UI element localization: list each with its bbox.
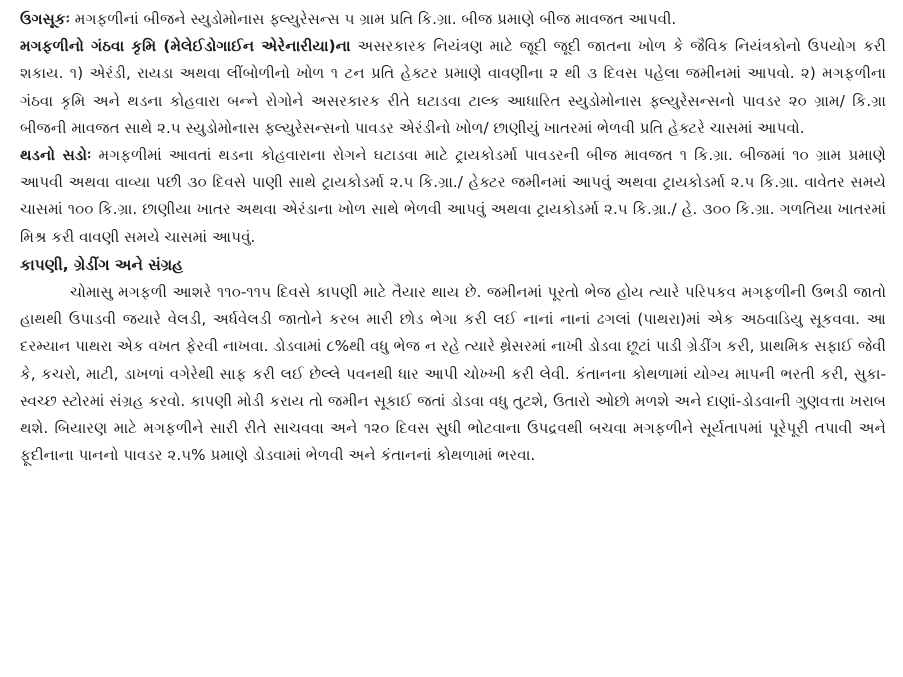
paragraph-lead: ઉગસૂકઃ [20, 10, 70, 28]
document-page [20, 6, 886, 469]
paragraph-seed-treatment [20, 6, 886, 33]
paragraph-lead: મગફળીનો ગંઠવા કૃમિ (મેલેઈડોગાઈન એરેનારીયા)ના [20, 37, 351, 56]
paragraph-root-knot-nematode [20, 33, 886, 142]
paragraph-text: મગફળીનાં બીજને સ્યુડોમોનાસ ફ્લ્યુરેસન્સ ૫ ગ્રામ પ્રતિ કિ.ગ્રા. બીજ પ્રમાણે બીજ માવજત આપવી. [69, 10, 677, 28]
paragraph-text: અસરકારક નિયંત્રણ માટે જૂદી જૂદી જાતના ખોળ કે જૈવિક નિયંત્રકોનો ઉપયોગ કરી શકાય. ૧) એરંડી, રાયડા અથવા લીંબોળીનો ખોળ ૧ ટન પ્રતિ હેક્ટર પ્રમાણે વાવણીના ૨ થી ૩ દિવસ પહેલા જમીનમાં આપવો. ૨) મગફળીના ગંઠવા કૃમિ અને થડના કોહવારા બન્ને રોગોને અસરકારક રીતે ઘટાડવા ટાલ્ક આધારિત સ્યુડોમોનાસ ફ્લ્યુરેસન્સનો પાવડર ૨૦ ગ્રામ/ કિ.ગ્રા બીજની માવજત સાથે ૨.૫ સ્યુડોમોનાસ ફ્લ્યુરેસન્સનો પાવડર એરંડીનો ખોળ/ છાણીયું ખાતરમાં ભેળવી પ્રતિ હેક્ટરે ચાસમાં આપવો. [20, 37, 887, 137]
paragraph-lead: થડનો સડોઃ [20, 146, 92, 165]
section-heading: કાપણી, ગ્રેડીંગ અને સંગ્રહ [20, 255, 184, 274]
paragraph-stem-rot [20, 142, 886, 251]
section-body: ચોમાસુ મગફળી આશરે ૧૧૦-૧૧૫ દિવસે કાપણી માટે તૈયાર થાય છે. જમીનમાં પૂરતો ભેજ હોય ત્યારે પરિપકવ મગફળીની ઉભડી જાતો હાથથી ઉપાડવી જયારે વેલડી, અર્ધવેલડી જાતોને કરબ મારી છોડ ભેગા કરી લઈ નાનાં નાનાં ઢગલાં (પાથરા)માં એક અઠવાડિયુ સૂકવવા. આ દરમ્યાન પાથરા એક વખત ફેરવી નાખવા. ડોડવામાં ૮%થી વધુ ભેજ ન રહે ત્યારે થ્રેસરમાં નાખી ડોડવા છૂટાં પાડી ગ્રેડીંગ કરી, પ્રાથમિક સફાઈ જેવી કે, કચરો, માટી, ડાખળાં વગેરેથી સાફ કરી લઈ છેલ્લે પવનથી ધાર આપી ચોખ્ખી કરી લેવી. કંતાનના કોથળામાં યોગ્ય માપની ભરતી કરી, સુકા-સ્વચ્છ સ્ટોરમાં સંગ્રહ કરવો. કાપણી મોડી કરાય તો જમીન સૂકાઈ જતાં ડોડવા વધુ તુટશે, ઉતારો ઓછો મળશે અને દાણાં-ડોડવાની ગુણવત્તા ખરાબ થશે. બિયારણ માટે મગફળીને સારી રીતે સાચવવા અને ૧૨૦ દિવસ સુધી ભોટવાના ઉપદ્રવથી બચવા મગફળીને સૂર્યતાપમાં પૂરેપૂરી તપાવી અને ફૂદીનાના પાનનો પાવડર ૨.૫% પ્રમાણે ડોડવામાં ભેળવી અને કંતાનનાં કોથળામાં ભરવા. [20, 283, 886, 465]
paragraph-text: મગફળીમાં આવતાં થડના કોહવારાના રોગને ઘટાડવા માટે ટ્રાયકોડર્મા પાવડરની બીજ માવજત ૧ કિ.ગ્રા. બીજમાં ૧૦ ગ્રામ પ્રમાણે આપવી અથવા વાવ્યા પછી ૩૦ દિવસે પાણી સાથે ટ્રાયકોડર્મા ૨.૫ કિ.ગ્રા./ હેક્ટર જમીનમાં આપવું અથવા ટ્રાયકોડર્મા ૨.૫ કિ.ગ્રા. વાવેતર સમયે ચાસમાં ૧૦૦ કિ.ગ્રા. છાણીયા ખાતર અથવા એરંડાના ખોળ સાથે ભેળવી આપવું અથવા ટ્રાયકોડર્મા ૨.૫ કિ.ગ્રા./ હે. ૩૦૦ કિ.ગ્રા. ગળતિયા ખાતરમાં મિશ્ર કરી વાવણી સમયે ચાસમાં આપવું. [20, 146, 886, 246]
